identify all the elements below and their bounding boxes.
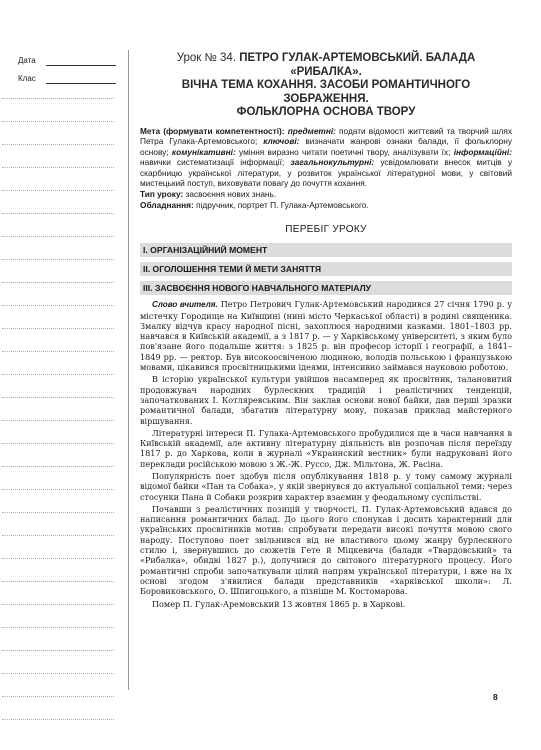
paragraph-5: Почавши з реалістичних позицій у творчості, П. Гулак-Артемовський вдався до написання романтичних балад. До цього його спонукав і досить характерний для українських просвітників мотив: спробувати передати високі почуття мовою свого народу. Поступово поет звільнився від не властивого цьому жанру бурлескного стилю і, звернувшись до сюжетів Гете й Міцкевича (балади «Твардовський» та «Рибалка», обидві 1827 р.), долучився до світового літературного процесу. Його романтичні спроби започаткували цілий напрям української літератури, і вже на їх основі згодом з'явилися балади представників «харківської школи»: Л. Боровиковського, О. Шпигоцького, а пізніше М. Костомарова. [140, 503, 512, 597]
margin-writing-line [2, 719, 114, 720]
title-line-1: ПЕТРО ГУЛАК-АРТЕМОВСЬКИЙ. БАЛАДА «РИБАЛКА». [239, 52, 476, 78]
goal-key-label: ключові: [263, 136, 300, 147]
goal-communicative-label: комунікативні: [171, 146, 236, 157]
paragraph-2: В історію української культури увійшов насамперед як просвітник, талановитий продовжувач народних бурлескних традицій і реалістичних тенденцій, започаткованих І. Котляревським. Він заклав основи нової байки, дав перші зразки романтичної балади, збагатив літературну мову, показав приклад майстерного віршування. [140, 374, 512, 426]
goal-subject-text: подати відомості життєвий та творчий шлях Петра Гулака-Артемовського; [140, 125, 512, 147]
margin-writing-line [2, 581, 114, 582]
margin-writing-line [2, 397, 114, 398]
title-line-2: ВІЧНА ТЕМА КОХАННЯ. ЗАСОБИ РОМАНТИЧНОГО ЗОБРАЖЕННЯ. [181, 79, 471, 105]
margin-writing-line [2, 259, 114, 260]
margin-writing-line [2, 512, 114, 513]
margin-writing-line [2, 489, 114, 490]
paragraph-3: Літературні інтереси П. Гулака-Артемовського пробудилися ще в часи навчання в Київській академії, але активну літературну діяльність він розпочав після переїзду 1817 р. до Харкова, коли в журналі «Украинский вестник» були надруковані його переклади російською мовою з Ж.-Ж. Руссо, Дж. Мільтона, Ж. Расіна. [140, 427, 512, 469]
margin-writing-line [2, 121, 114, 122]
equipment-label: Обладнання: [140, 199, 194, 210]
margin-writing-line [2, 696, 114, 697]
paragraph-1 [140, 299, 512, 372]
lesson-goal [140, 126, 512, 190]
margin-writing-line [2, 144, 114, 145]
lesson-number: Урок № 34. [176, 52, 237, 64]
goal-cultural-text: усвідомлювати внесок митців у скарбницю української літератури, у розвиток української літературної мови, у світовий мистецький поступ, виховувати повагу до почуття кохання. [140, 157, 512, 189]
section-title: ПЕРЕБІГ УРОКУ [285, 224, 367, 236]
goal-informational-text: навички систематизації інформації; [140, 157, 285, 168]
margin-writing-line [2, 236, 114, 237]
margin-writing-line [2, 420, 114, 421]
page-content [140, 52, 512, 611]
goal-key-text: визначати жанрові ознаки балади, її фольклорну основу; [140, 136, 513, 157]
lesson-title [140, 52, 512, 120]
goal-informational-label: інформаційні: [453, 146, 512, 157]
goal-communicative-text: уміння виразно читати поетичні твору, аналізувати їх; [239, 146, 451, 157]
margin-writing-line [2, 305, 114, 306]
margin-writing-line [2, 213, 114, 214]
paragraph-6: Помер П. Гулак-Аремовський 13 жовтня 1865 р. в Харкові. [152, 598, 406, 609]
page-number: 8 [493, 692, 498, 702]
goal-subject-label: предметні: [287, 125, 336, 136]
equipment-value: підручник, портрет П. Гулака-Артемовського. [196, 199, 369, 210]
equipment [140, 200, 512, 211]
teacher-word-label: Слово вчителя. [152, 300, 218, 310]
part-3-heading: III. ЗАСВОЄННЯ НОВОГО НАВЧАЛЬНОГО МАТЕРІАЛУ [140, 281, 512, 295]
class-label: Клас [18, 74, 36, 83]
date-label: Дата [18, 56, 36, 65]
lesson-type [140, 189, 512, 200]
margin-writing-line [2, 351, 114, 352]
margin-writing-line [2, 98, 114, 99]
margin-writing-line [2, 673, 114, 674]
part-1-heading: I. ОРГАНІЗАЦІЙНИЙ МОМЕНТ [140, 243, 512, 257]
paragraph-4: Популярність поет здобув після опублікування 1818 р. у тому самому журналі відомої байки «Пан та Собака», у якій звернувся до актуальної соціальної теми: через стосунки Пана й Собаки розкрив характер взаємин у феодальному суспільстві. [140, 471, 512, 502]
paragraph-1-text: Петро Петрович Гулак-Артемовський народився 27 січня 1790 р. у містечку Городище на Київщині (нині місто Черкаської області) в родині священика. Змалку відчув красу народної пісні, захоплюся народними казками. 1801–1803 рр. навчався в Київській академії, а з 1817 р. — у Харківському університеті, з яким було пов'язане його подальше життя: з 1825 р. він професор історії і географії, а 1841–1849 рр. — ректор. Був високоосвіченою людиною, володів польською і французькою мовами, цікавився просвітницькими ідеями, інтенсивно займався науковою роботою. [140, 299, 512, 373]
goal-label: Мета (формувати компетентності): [140, 125, 285, 136]
date-field[interactable] [46, 65, 116, 66]
margin-writing-line [2, 443, 114, 444]
margin-rule [128, 50, 129, 690]
part-2-heading: II. ОГОЛОШЕННЯ ТЕМИ Й МЕТИ ЗАНЯТТЯ [140, 262, 512, 276]
margin-writing-line [2, 190, 114, 191]
margin-writing-line [2, 627, 114, 628]
margin-writing-line [2, 466, 114, 467]
lesson-type-value: засвоєння нових знань. [185, 189, 277, 200]
goal-cultural-label: загальнокультурні: [290, 157, 375, 168]
margin-writing-line [2, 374, 114, 375]
margin-writing-line [2, 167, 114, 168]
left-margin [0, 50, 116, 740]
margin-writing-line [2, 604, 114, 605]
margin-writing-line [2, 650, 114, 651]
margin-writing-line [2, 282, 114, 283]
title-line-3: ФОЛЬКЛОРНА ОСНОВА ТВОРУ [236, 106, 416, 118]
margin-writing-line [2, 558, 114, 559]
margin-writing-line [2, 535, 114, 536]
class-field[interactable] [46, 83, 116, 84]
lesson-type-label: Тип уроку: [140, 189, 184, 200]
margin-writing-line [2, 328, 114, 329]
